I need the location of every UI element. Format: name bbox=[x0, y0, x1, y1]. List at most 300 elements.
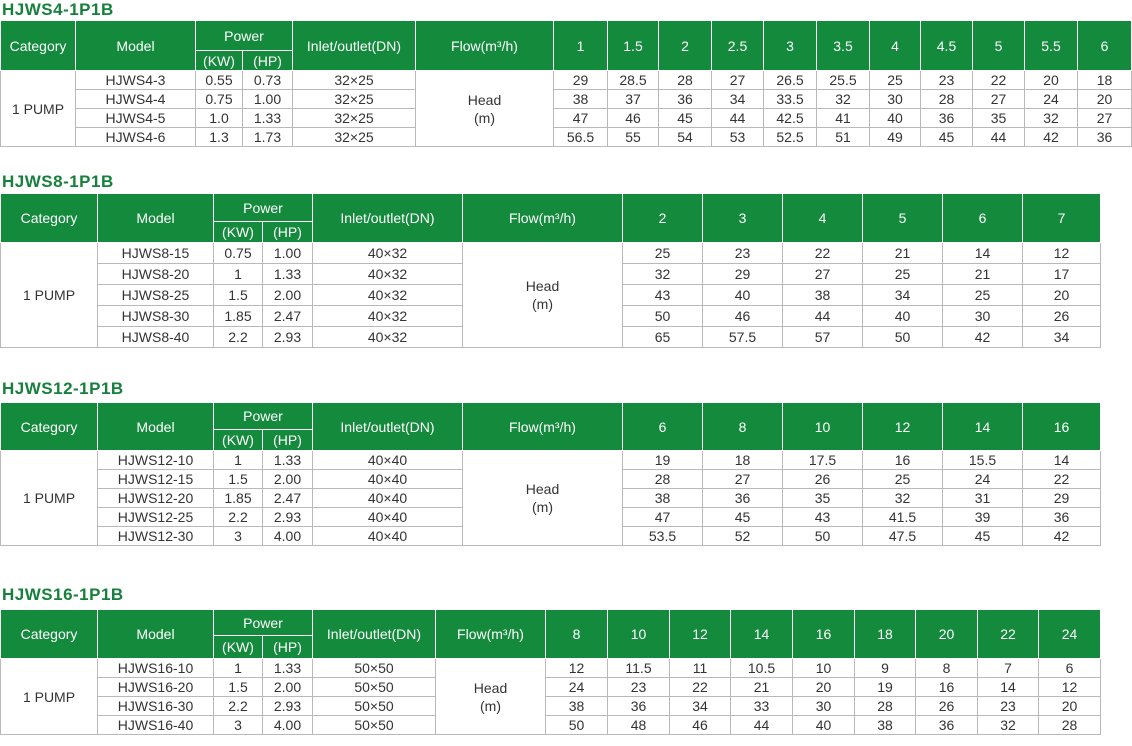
head-value-cell: 42 bbox=[1025, 128, 1078, 147]
head-value-cell: 57.5 bbox=[703, 327, 783, 348]
head-value-cell: 32 bbox=[1025, 109, 1078, 128]
head-value-cell: 25.5 bbox=[817, 71, 870, 90]
model-cell: HJWS12-10 bbox=[98, 451, 214, 470]
head-value-cell: 20 bbox=[1023, 285, 1101, 306]
flow-value-header: 6 bbox=[943, 194, 1023, 243]
flow-value-header: 12 bbox=[863, 403, 943, 451]
kw-cell: 1.5 bbox=[214, 678, 263, 697]
inlet-outlet-cell: 40×40 bbox=[313, 527, 463, 546]
flow-value-header: 14 bbox=[731, 610, 793, 659]
inlet-outlet-cell: 32×25 bbox=[293, 128, 416, 147]
hp-unit-header: (HP) bbox=[263, 430, 313, 451]
head-unit: (m) bbox=[532, 499, 553, 515]
inlet-outlet-cell: 40×32 bbox=[313, 264, 463, 285]
head-value-cell: 28 bbox=[1039, 716, 1101, 735]
kw-unit-header: (KW) bbox=[196, 51, 243, 71]
kw-cell: 1.0 bbox=[196, 109, 243, 128]
power-header: Power bbox=[214, 403, 313, 430]
head-value-cell: 23 bbox=[703, 243, 783, 264]
inlet-outlet-header: Inlet/outlet(DN) bbox=[313, 610, 436, 659]
kw-cell: 0.55 bbox=[196, 71, 243, 90]
head-value-cell: 44 bbox=[731, 716, 793, 735]
head-value-cell: 24 bbox=[943, 470, 1023, 489]
inlet-outlet-cell: 40×32 bbox=[313, 306, 463, 327]
head-value-cell: 19 bbox=[855, 678, 916, 697]
head-value-cell: 45 bbox=[703, 508, 783, 527]
series-title: HJWS16-1P1B bbox=[2, 585, 124, 604]
head-value-cell: 20 bbox=[1078, 90, 1132, 109]
kw-cell: 2.2 bbox=[214, 327, 263, 348]
head-value-cell: 47 bbox=[623, 508, 703, 527]
head-value-cell: 45 bbox=[921, 128, 973, 147]
head-value-cell: 21 bbox=[863, 243, 943, 264]
head-value-cell: 25 bbox=[870, 71, 921, 90]
head-value-cell: 12 bbox=[1039, 678, 1101, 697]
head-value-cell: 12 bbox=[1023, 243, 1101, 264]
model-cell: HJWS4-5 bbox=[76, 109, 196, 128]
head-value-cell: 41 bbox=[817, 109, 870, 128]
flow-value-header: 24 bbox=[1039, 610, 1101, 659]
hp-cell: 2.93 bbox=[263, 697, 313, 716]
head-value-cell: 9 bbox=[855, 659, 916, 678]
table-row bbox=[1, 697, 1101, 716]
head-value-cell: 36 bbox=[608, 697, 670, 716]
model-cell: HJWS12-30 bbox=[98, 527, 214, 546]
flow-value-header: 14 bbox=[943, 403, 1023, 451]
inlet-outlet-cell: 40×40 bbox=[313, 489, 463, 508]
model-cell: HJWS4-6 bbox=[76, 128, 196, 147]
inlet-outlet-cell: 32×25 bbox=[293, 71, 416, 90]
head-value-cell: 14 bbox=[978, 678, 1039, 697]
head-value-cell: 12 bbox=[546, 659, 608, 678]
head-value-cell: 33.5 bbox=[764, 90, 817, 109]
head-value-cell: 36 bbox=[921, 109, 973, 128]
head-value-cell: 34 bbox=[863, 285, 943, 306]
head-value-cell: 50 bbox=[623, 306, 703, 327]
head-value-cell: 32 bbox=[863, 489, 943, 508]
kw-cell: 1.5 bbox=[214, 285, 263, 306]
table-row bbox=[1, 716, 1101, 735]
head-label: Head bbox=[467, 91, 502, 108]
model-cell: HJWS8-20 bbox=[98, 264, 214, 285]
head-value-cell: 44 bbox=[973, 128, 1025, 147]
head-value-cell: 16 bbox=[916, 678, 978, 697]
head-value-cell: 29 bbox=[703, 264, 783, 285]
flow-header: Flow(m³/h) bbox=[463, 194, 623, 243]
head-value-cell: 53 bbox=[712, 128, 764, 147]
power-header: Power bbox=[214, 194, 313, 222]
kw-cell: 1 bbox=[214, 659, 263, 678]
flow-value-header: 1 bbox=[554, 21, 608, 71]
head-value-cell: 26.5 bbox=[764, 71, 817, 90]
head-value-cell: 16 bbox=[863, 451, 943, 470]
head-value-cell: 47 bbox=[554, 109, 608, 128]
category-cell: 1 PUMP bbox=[1, 71, 76, 147]
flow-value-header: 10 bbox=[783, 403, 863, 451]
head-value-cell: 14 bbox=[943, 243, 1023, 264]
head-value-cell: 18 bbox=[703, 451, 783, 470]
head-value-cell: 53.5 bbox=[623, 527, 703, 546]
model-cell: HJWS16-10 bbox=[98, 659, 214, 678]
table-row bbox=[1, 451, 1101, 470]
head-value-cell: 51 bbox=[817, 128, 870, 147]
head-value-cell: 29 bbox=[554, 71, 608, 90]
inlet-outlet-cell: 50×50 bbox=[313, 697, 436, 716]
head-label-cell bbox=[463, 243, 623, 348]
head-value-cell: 52.5 bbox=[764, 128, 817, 147]
head-value-cell: 34 bbox=[670, 697, 731, 716]
head-value-cell: 52 bbox=[703, 527, 783, 546]
head-value-cell: 22 bbox=[783, 243, 863, 264]
head-value-cell: 17 bbox=[1023, 264, 1101, 285]
head-value-cell: 30 bbox=[943, 306, 1023, 327]
head-value-cell: 19 bbox=[623, 451, 703, 470]
kw-cell: 1 bbox=[214, 451, 263, 470]
kw-cell: 1.85 bbox=[214, 489, 263, 508]
head-value-cell: 26 bbox=[783, 470, 863, 489]
inlet-outlet-header: Inlet/outlet(DN) bbox=[313, 403, 463, 451]
head-value-cell: 36 bbox=[703, 489, 783, 508]
kw-cell: 3 bbox=[214, 527, 263, 546]
table-row bbox=[1, 109, 1132, 128]
head-value-cell: 38 bbox=[855, 716, 916, 735]
kw-unit-header: (KW) bbox=[214, 430, 263, 451]
head-label-cell bbox=[416, 71, 554, 147]
head-value-cell: 45 bbox=[659, 109, 712, 128]
flow-value-header: 2 bbox=[659, 21, 712, 71]
head-value-cell: 28 bbox=[921, 90, 973, 109]
model-cell: HJWS4-3 bbox=[76, 71, 196, 90]
head-value-cell: 39 bbox=[943, 508, 1023, 527]
category-header: Category bbox=[1, 194, 98, 243]
head-value-cell: 40 bbox=[863, 306, 943, 327]
head-value-cell: 25 bbox=[863, 264, 943, 285]
flow-value-header: 8 bbox=[703, 403, 783, 451]
hp-unit-header: (HP) bbox=[243, 51, 293, 71]
spec-table bbox=[0, 402, 1101, 546]
head-value-cell: 27 bbox=[703, 470, 783, 489]
model-cell: HJWS16-30 bbox=[98, 697, 214, 716]
flow-value-header: 4 bbox=[870, 21, 921, 71]
head-value-cell: 32 bbox=[623, 264, 703, 285]
flow-value-header: 5.5 bbox=[1025, 21, 1078, 71]
head-value-cell: 24 bbox=[1025, 90, 1078, 109]
head-value-cell: 23 bbox=[921, 71, 973, 90]
head-value-cell: 36 bbox=[659, 90, 712, 109]
inlet-outlet-cell: 32×25 bbox=[293, 90, 416, 109]
flow-header: Flow(m³/h) bbox=[416, 21, 554, 71]
inlet-outlet-cell: 50×50 bbox=[313, 659, 436, 678]
head-value-cell: 32 bbox=[978, 716, 1039, 735]
head-value-cell: 21 bbox=[731, 678, 793, 697]
head-value-cell: 46 bbox=[608, 109, 659, 128]
table-row bbox=[1, 90, 1132, 109]
flow-header: Flow(m³/h) bbox=[436, 610, 546, 659]
kw-cell: 0.75 bbox=[214, 243, 263, 264]
inlet-outlet-cell: 40×32 bbox=[313, 243, 463, 264]
head-value-cell: 37 bbox=[608, 90, 659, 109]
head-value-cell: 29 bbox=[1023, 489, 1101, 508]
head-value-cell: 32 bbox=[817, 90, 870, 109]
kw-cell: 1.5 bbox=[214, 470, 263, 489]
series-title: HJWS4-1P1B bbox=[2, 0, 114, 19]
model-header: Model bbox=[98, 403, 214, 451]
hp-unit-header: (HP) bbox=[263, 222, 313, 243]
head-value-cell: 44 bbox=[712, 109, 764, 128]
head-value-cell: 21 bbox=[943, 264, 1023, 285]
head-value-cell: 28 bbox=[659, 71, 712, 90]
head-value-cell: 23 bbox=[608, 678, 670, 697]
kw-cell: 0.75 bbox=[196, 90, 243, 109]
power-header: Power bbox=[214, 610, 313, 636]
head-value-cell: 27 bbox=[783, 264, 863, 285]
head-value-cell: 49 bbox=[870, 128, 921, 147]
head-value-cell: 41.5 bbox=[863, 508, 943, 527]
head-value-cell: 54 bbox=[659, 128, 712, 147]
head-value-cell: 34 bbox=[712, 90, 764, 109]
head-value-cell: 25 bbox=[863, 470, 943, 489]
flow-value-header: 6 bbox=[1078, 21, 1132, 71]
head-value-cell: 25 bbox=[623, 243, 703, 264]
table-row bbox=[1, 128, 1132, 147]
flow-value-header: 2 bbox=[623, 194, 703, 243]
hp-cell: 1.73 bbox=[243, 128, 293, 147]
head-value-cell: 27 bbox=[973, 90, 1025, 109]
kw-cell: 1 bbox=[214, 264, 263, 285]
kw-cell: 2.2 bbox=[214, 697, 263, 716]
head-value-cell: 15.5 bbox=[943, 451, 1023, 470]
head-value-cell: 50 bbox=[546, 716, 608, 735]
head-value-cell: 18 bbox=[1078, 71, 1132, 90]
head-value-cell: 22 bbox=[670, 678, 731, 697]
hp-cell: 4.00 bbox=[263, 716, 313, 735]
kw-cell: 3 bbox=[214, 716, 263, 735]
kw-cell: 1.3 bbox=[196, 128, 243, 147]
flow-value-header: 2.5 bbox=[712, 21, 764, 71]
model-cell: HJWS8-40 bbox=[98, 327, 214, 348]
power-header: Power bbox=[196, 21, 293, 51]
hp-cell: 2.00 bbox=[263, 678, 313, 697]
head-value-cell: 56.5 bbox=[554, 128, 608, 147]
inlet-outlet-cell: 40×40 bbox=[313, 470, 463, 489]
head-value-cell: 36 bbox=[916, 716, 978, 735]
head-value-cell: 11 bbox=[670, 659, 731, 678]
hp-cell: 1.33 bbox=[243, 109, 293, 128]
head-value-cell: 26 bbox=[916, 697, 978, 716]
category-header: Category bbox=[1, 21, 76, 71]
head-value-cell: 20 bbox=[1039, 697, 1101, 716]
spec-table bbox=[0, 20, 1132, 147]
head-value-cell: 36 bbox=[1023, 508, 1101, 527]
head-value-cell: 40 bbox=[870, 109, 921, 128]
inlet-outlet-cell: 32×25 bbox=[293, 109, 416, 128]
head-value-cell: 11.5 bbox=[608, 659, 670, 678]
head-value-cell: 10 bbox=[793, 659, 855, 678]
kw-unit-header: (KW) bbox=[214, 636, 263, 659]
inlet-outlet-cell: 40×32 bbox=[313, 327, 463, 348]
table-row bbox=[1, 678, 1101, 697]
category-cell: 1 PUMP bbox=[1, 243, 98, 348]
kw-cell: 1.85 bbox=[214, 306, 263, 327]
hp-cell: 2.93 bbox=[263, 508, 313, 527]
head-value-cell: 47.5 bbox=[863, 527, 943, 546]
head-value-cell: 38 bbox=[554, 90, 608, 109]
head-value-cell: 6 bbox=[1039, 659, 1101, 678]
model-header: Model bbox=[98, 610, 214, 659]
head-value-cell: 40 bbox=[793, 716, 855, 735]
hp-cell: 1.00 bbox=[243, 90, 293, 109]
table-row bbox=[1, 659, 1101, 678]
flow-value-header: 1.5 bbox=[608, 21, 659, 71]
spec-table bbox=[0, 193, 1101, 348]
head-value-cell: 22 bbox=[1023, 470, 1101, 489]
flow-value-header: 3 bbox=[703, 194, 783, 243]
flow-value-header: 7 bbox=[1023, 194, 1101, 243]
head-value-cell: 46 bbox=[670, 716, 731, 735]
flow-value-header: 6 bbox=[623, 403, 703, 451]
flow-value-header: 5 bbox=[973, 21, 1025, 71]
flow-value-header: 10 bbox=[608, 610, 670, 659]
head-label-cell bbox=[436, 659, 546, 735]
flow-value-header: 5 bbox=[863, 194, 943, 243]
head-label: Head bbox=[525, 481, 560, 497]
head-value-cell: 46 bbox=[703, 306, 783, 327]
hp-cell: 2.93 bbox=[263, 327, 313, 348]
head-value-cell: 42.5 bbox=[764, 109, 817, 128]
hp-cell: 1.33 bbox=[263, 659, 313, 678]
spec-table bbox=[0, 609, 1101, 735]
head-value-cell: 10.5 bbox=[731, 659, 793, 678]
head-value-cell: 33 bbox=[731, 697, 793, 716]
head-label: Head bbox=[525, 278, 560, 294]
head-value-cell: 55 bbox=[608, 128, 659, 147]
inlet-outlet-cell: 40×40 bbox=[313, 508, 463, 527]
head-value-cell: 38 bbox=[783, 285, 863, 306]
hp-cell: 2.47 bbox=[263, 306, 313, 327]
kw-unit-header: (KW) bbox=[214, 222, 263, 243]
head-value-cell: 65 bbox=[623, 327, 703, 348]
table-row bbox=[1, 71, 1132, 90]
head-value-cell: 30 bbox=[793, 697, 855, 716]
model-cell: HJWS8-15 bbox=[98, 243, 214, 264]
head-value-cell: 14 bbox=[1023, 451, 1101, 470]
head-value-cell: 50 bbox=[783, 527, 863, 546]
model-cell: HJWS16-40 bbox=[98, 716, 214, 735]
kw-cell: 2.2 bbox=[214, 508, 263, 527]
head-value-cell: 50 bbox=[863, 327, 943, 348]
flow-value-header: 16 bbox=[793, 610, 855, 659]
series-title: HJWS12-1P1B bbox=[2, 379, 124, 398]
inlet-outlet-cell: 40×32 bbox=[313, 285, 463, 306]
head-value-cell: 35 bbox=[783, 489, 863, 508]
hp-cell: 0.73 bbox=[243, 71, 293, 90]
head-value-cell: 26 bbox=[1023, 306, 1101, 327]
hp-cell: 2.00 bbox=[263, 285, 313, 306]
head-value-cell: 35 bbox=[973, 109, 1025, 128]
model-cell: HJWS8-30 bbox=[98, 306, 214, 327]
head-unit: (m) bbox=[480, 697, 501, 714]
model-cell: HJWS12-25 bbox=[98, 508, 214, 527]
head-value-cell: 43 bbox=[623, 285, 703, 306]
head-value-cell: 28 bbox=[623, 470, 703, 489]
hp-cell: 1.33 bbox=[263, 451, 313, 470]
head-value-cell: 28.5 bbox=[608, 71, 659, 90]
category-cell: 1 PUMP bbox=[1, 451, 98, 546]
model-cell: HJWS16-20 bbox=[98, 678, 214, 697]
inlet-outlet-header: Inlet/outlet(DN) bbox=[313, 194, 463, 243]
hp-cell: 1.33 bbox=[263, 264, 313, 285]
model-header: Model bbox=[98, 194, 214, 243]
head-value-cell: 20 bbox=[793, 678, 855, 697]
flow-value-header: 18 bbox=[855, 610, 916, 659]
head-value-cell: 42 bbox=[943, 327, 1023, 348]
head-value-cell: 31 bbox=[943, 489, 1023, 508]
model-cell: HJWS12-20 bbox=[98, 489, 214, 508]
head-label: Head bbox=[473, 679, 508, 696]
hp-cell: 1.00 bbox=[263, 243, 313, 264]
head-value-cell: 24 bbox=[546, 678, 608, 697]
flow-value-header: 4 bbox=[783, 194, 863, 243]
flow-value-header: 16 bbox=[1023, 403, 1101, 451]
head-unit: (m) bbox=[532, 296, 553, 312]
head-value-cell: 17.5 bbox=[783, 451, 863, 470]
head-value-cell: 40 bbox=[703, 285, 783, 306]
head-value-cell: 27 bbox=[1078, 109, 1132, 128]
category-cell: 1 PUMP bbox=[1, 659, 98, 735]
head-value-cell: 23 bbox=[978, 697, 1039, 716]
hp-unit-header: (HP) bbox=[263, 636, 313, 659]
flow-value-header: 8 bbox=[546, 610, 608, 659]
head-value-cell: 48 bbox=[608, 716, 670, 735]
head-value-cell: 28 bbox=[855, 697, 916, 716]
head-value-cell: 7 bbox=[978, 659, 1039, 678]
flow-value-header: 20 bbox=[916, 610, 978, 659]
head-value-cell: 36 bbox=[1078, 128, 1132, 147]
head-value-cell: 27 bbox=[712, 71, 764, 90]
category-header: Category bbox=[1, 610, 98, 659]
head-value-cell: 22 bbox=[973, 71, 1025, 90]
model-cell: HJWS4-4 bbox=[76, 90, 196, 109]
model-cell: HJWS8-25 bbox=[98, 285, 214, 306]
table-row bbox=[1, 243, 1101, 264]
head-value-cell: 44 bbox=[783, 306, 863, 327]
flow-header: Flow(m³/h) bbox=[463, 403, 623, 451]
model-header: Model bbox=[76, 21, 196, 71]
head-value-cell: 42 bbox=[1023, 527, 1101, 546]
inlet-outlet-cell: 40×40 bbox=[313, 451, 463, 470]
head-value-cell: 34 bbox=[1023, 327, 1101, 348]
head-unit: (m) bbox=[474, 109, 495, 126]
hp-cell: 2.47 bbox=[263, 489, 313, 508]
series-title: HJWS8-1P1B bbox=[2, 172, 114, 191]
head-value-cell: 38 bbox=[623, 489, 703, 508]
head-value-cell: 45 bbox=[943, 527, 1023, 546]
head-value-cell: 43 bbox=[783, 508, 863, 527]
flow-value-header: 4.5 bbox=[921, 21, 973, 71]
flow-value-header: 3.5 bbox=[817, 21, 870, 71]
inlet-outlet-header: Inlet/outlet(DN) bbox=[293, 21, 416, 71]
model-cell: HJWS12-15 bbox=[98, 470, 214, 489]
inlet-outlet-cell: 50×50 bbox=[313, 678, 436, 697]
head-value-cell: 25 bbox=[943, 285, 1023, 306]
head-label-cell bbox=[463, 451, 623, 546]
head-value-cell: 30 bbox=[870, 90, 921, 109]
category-header: Category bbox=[1, 403, 98, 451]
flow-value-header: 12 bbox=[670, 610, 731, 659]
head-value-cell: 57 bbox=[783, 327, 863, 348]
hp-cell: 2.00 bbox=[263, 470, 313, 489]
inlet-outlet-cell: 50×50 bbox=[313, 716, 436, 735]
